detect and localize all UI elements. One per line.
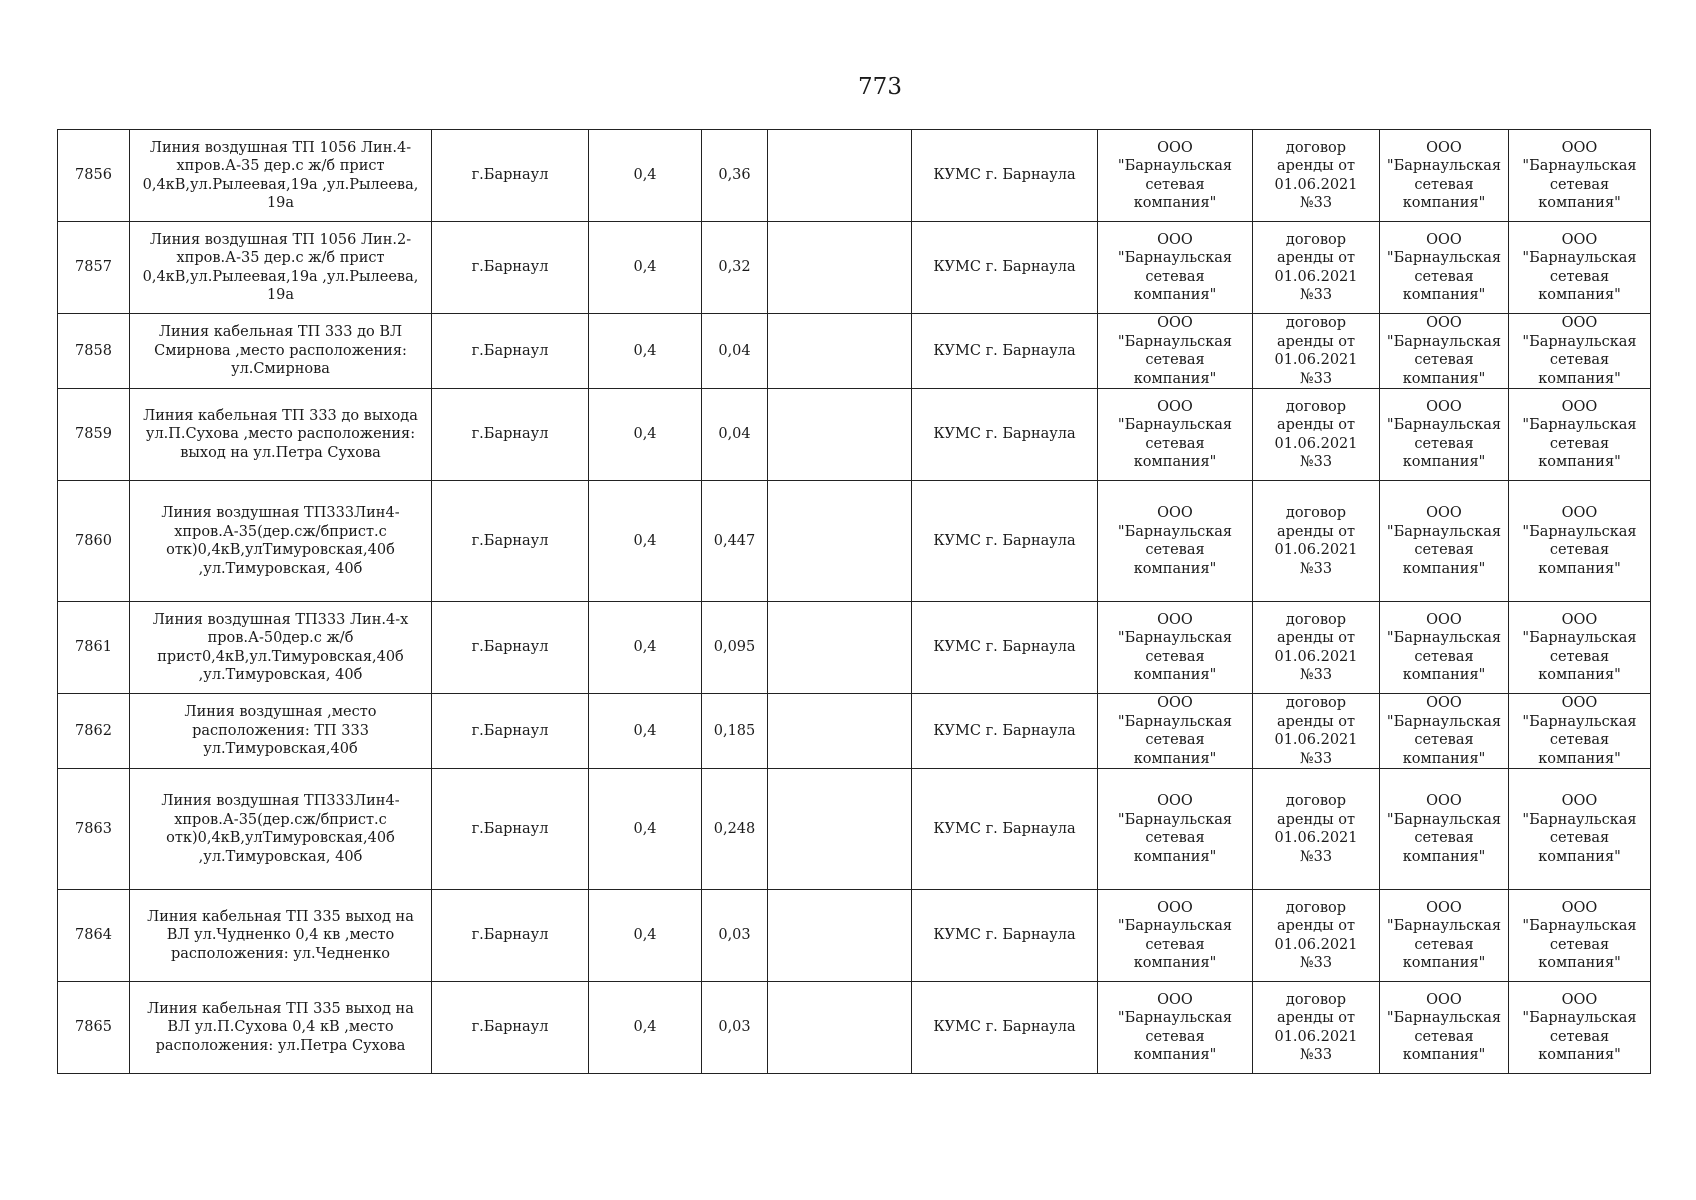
length: 0,185: [702, 694, 768, 769]
voltage: 0,4: [589, 602, 702, 694]
length: 0,04: [702, 389, 768, 481]
page-number: 773: [858, 74, 902, 100]
length: 0,03: [702, 982, 768, 1074]
user: ООО "Барнаульская сетевая компания": [1509, 982, 1651, 1074]
owner: КУМС г. Барнаула: [912, 481, 1098, 602]
operator: ООО "Барнаульская сетевая компания": [1380, 222, 1509, 314]
length: 0,095: [702, 602, 768, 694]
empty-cell: [768, 481, 912, 602]
table-row: [58, 982, 1651, 1074]
table-row: [58, 481, 1651, 602]
city: г.Барнаул: [432, 314, 589, 389]
user: ООО "Барнаульская сетевая компания": [1509, 389, 1651, 481]
row-number: 7865: [58, 982, 130, 1074]
empty-cell: [768, 694, 912, 769]
basis: договор аренды от 01.06.2021 №33: [1253, 982, 1380, 1074]
operator: ООО "Барнаульская сетевая компания": [1380, 130, 1509, 222]
owner: КУМС г. Барнаула: [912, 222, 1098, 314]
city: г.Барнаул: [432, 130, 589, 222]
row-number: 7860: [58, 481, 130, 602]
table-row: [58, 130, 1651, 222]
empty-cell: [768, 602, 912, 694]
row-number: 7864: [58, 890, 130, 982]
operator: ООО "Барнаульская сетевая компания": [1380, 314, 1509, 389]
holder: ООО "Барнаульская сетевая компания": [1098, 602, 1253, 694]
city: г.Барнаул: [432, 602, 589, 694]
object-name: Линия кабельная ТП 333 до ВЛ Смирнова ,место расположения: ул.Смирнова: [130, 314, 432, 389]
holder: ООО "Барнаульская сетевая компания": [1098, 982, 1253, 1074]
basis: договор аренды от 01.06.2021 №33: [1253, 602, 1380, 694]
voltage: 0,4: [589, 389, 702, 481]
object-name: Линия воздушная ТП 1056 Лин.4-хпров.А-35 дер.с ж/б прист 0,4кВ,ул.Рылеевая,19а ,ул.Рылеева, 19а: [130, 130, 432, 222]
object-name: Линия воздушная ТП 1056 Лин.2-хпров.А-35 дер.с ж/б прист 0,4кВ,ул.Рылеевая,19а ,ул.Рылеева, 19а: [130, 222, 432, 314]
empty-cell: [768, 389, 912, 481]
city: г.Барнаул: [432, 389, 589, 481]
holder: ООО "Барнаульская сетевая компания": [1098, 314, 1253, 389]
operator: ООО "Барнаульская сетевая компания": [1380, 769, 1509, 890]
voltage: 0,4: [589, 481, 702, 602]
row-number: 7863: [58, 769, 130, 890]
row-number: 7861: [58, 602, 130, 694]
operator: ООО "Барнаульская сетевая компания": [1380, 481, 1509, 602]
voltage: 0,4: [589, 222, 702, 314]
user: ООО "Барнаульская сетевая компания": [1509, 694, 1651, 769]
user: ООО "Барнаульская сетевая компания": [1509, 769, 1651, 890]
owner: КУМС г. Барнаула: [912, 314, 1098, 389]
basis: договор аренды от 01.06.2021 №33: [1253, 769, 1380, 890]
owner: КУМС г. Барнаула: [912, 389, 1098, 481]
length: 0,04: [702, 314, 768, 389]
table-row: [58, 389, 1651, 481]
basis: договор аренды от 01.06.2021 №33: [1253, 222, 1380, 314]
voltage: 0,4: [589, 769, 702, 890]
object-name: Линия кабельная ТП 333 до выхода ул.П.Сухова ,место расположения: выход на ул.Петра Сухова: [130, 389, 432, 481]
owner: КУМС г. Барнаула: [912, 769, 1098, 890]
row-number: 7857: [58, 222, 130, 314]
user: ООО "Барнаульская сетевая компания": [1509, 890, 1651, 982]
registry-table: [57, 129, 1651, 1074]
object-name: Линия кабельная ТП 335 выход на ВЛ ул.П.Сухова 0,4 кВ ,место расположения: ул.Петра Сухова: [130, 982, 432, 1074]
holder: ООО "Барнаульская сетевая компания": [1098, 481, 1253, 602]
user: ООО "Барнаульская сетевая компания": [1509, 314, 1651, 389]
basis: договор аренды от 01.06.2021 №33: [1253, 130, 1380, 222]
row-number: 7858: [58, 314, 130, 389]
user: ООО "Барнаульская сетевая компания": [1509, 602, 1651, 694]
row-number: 7862: [58, 694, 130, 769]
owner: КУМС г. Барнаула: [912, 890, 1098, 982]
row-number: 7856: [58, 130, 130, 222]
operator: ООО "Барнаульская сетевая компания": [1380, 890, 1509, 982]
city: г.Барнаул: [432, 694, 589, 769]
object-name: Линия воздушная ТП333 Лин.4-х пров.А-50дер.с ж/б прист0,4кВ,ул.Тимуровская,40б ,ул.Тимуровская, 40б: [130, 602, 432, 694]
object-name: Линия кабельная ТП 335 выход на ВЛ ул.Чудненко 0,4 кв ,место расположения: ул.Чедненко: [130, 890, 432, 982]
voltage: 0,4: [589, 130, 702, 222]
holder: ООО "Барнаульская сетевая компания": [1098, 769, 1253, 890]
object-name: Линия воздушная ,место расположения: ТП 333 ул.Тимуровская,40б: [130, 694, 432, 769]
city: г.Барнаул: [432, 222, 589, 314]
operator: ООО "Барнаульская сетевая компания": [1380, 694, 1509, 769]
city: г.Барнаул: [432, 769, 589, 890]
holder: ООО "Барнаульская сетевая компания": [1098, 222, 1253, 314]
city: г.Барнаул: [432, 481, 589, 602]
voltage: 0,4: [589, 982, 702, 1074]
user: ООО "Барнаульская сетевая компания": [1509, 481, 1651, 602]
city: г.Барнаул: [432, 982, 589, 1074]
length: 0,248: [702, 769, 768, 890]
object-name: Линия воздушная ТП333Лин4-хпров.А-35(дер.сж/бприст.с отк)0,4кВ,улТимуровская,40б ,ул.Тимуровская, 40б: [130, 769, 432, 890]
owner: КУМС г. Барнаула: [912, 694, 1098, 769]
table-row: [58, 694, 1651, 769]
basis: договор аренды от 01.06.2021 №33: [1253, 890, 1380, 982]
basis: договор аренды от 01.06.2021 №33: [1253, 481, 1380, 602]
holder: ООО "Барнаульская сетевая компания": [1098, 389, 1253, 481]
table-row: [58, 769, 1651, 890]
empty-cell: [768, 890, 912, 982]
empty-cell: [768, 222, 912, 314]
voltage: 0,4: [589, 694, 702, 769]
object-name: Линия воздушная ТП333Лин4-хпров.А-35(дер.сж/бприст.с отк)0,4кВ,улТимуровская,40б ,ул.Тимуровская, 40б: [130, 481, 432, 602]
length: 0,447: [702, 481, 768, 602]
operator: ООО "Барнаульская сетевая компания": [1380, 602, 1509, 694]
holder: ООО "Барнаульская сетевая компания": [1098, 130, 1253, 222]
row-number: 7859: [58, 389, 130, 481]
table-row: [58, 222, 1651, 314]
empty-cell: [768, 314, 912, 389]
empty-cell: [768, 130, 912, 222]
owner: КУМС г. Барнаула: [912, 602, 1098, 694]
operator: ООО "Барнаульская сетевая компания": [1380, 389, 1509, 481]
length: 0,03: [702, 890, 768, 982]
owner: КУМС г. Барнаула: [912, 982, 1098, 1074]
owner: КУМС г. Барнаула: [912, 130, 1098, 222]
city: г.Барнаул: [432, 890, 589, 982]
table-row: [58, 314, 1651, 389]
empty-cell: [768, 982, 912, 1074]
table-row: [58, 602, 1651, 694]
voltage: 0,4: [589, 314, 702, 389]
holder: ООО "Барнаульская сетевая компания": [1098, 890, 1253, 982]
length: 0,32: [702, 222, 768, 314]
empty-cell: [768, 769, 912, 890]
basis: договор аренды от 01.06.2021 №33: [1253, 694, 1380, 769]
operator: ООО "Барнаульская сетевая компания": [1380, 982, 1509, 1074]
holder: ООО "Барнаульская сетевая компания": [1098, 694, 1253, 769]
basis: договор аренды от 01.06.2021 №33: [1253, 389, 1380, 481]
user: ООО "Барнаульская сетевая компания": [1509, 222, 1651, 314]
basis: договор аренды от 01.06.2021 №33: [1253, 314, 1380, 389]
user: ООО "Барнаульская сетевая компания": [1509, 130, 1651, 222]
voltage: 0,4: [589, 890, 702, 982]
length: 0,36: [702, 130, 768, 222]
table-row: [58, 890, 1651, 982]
